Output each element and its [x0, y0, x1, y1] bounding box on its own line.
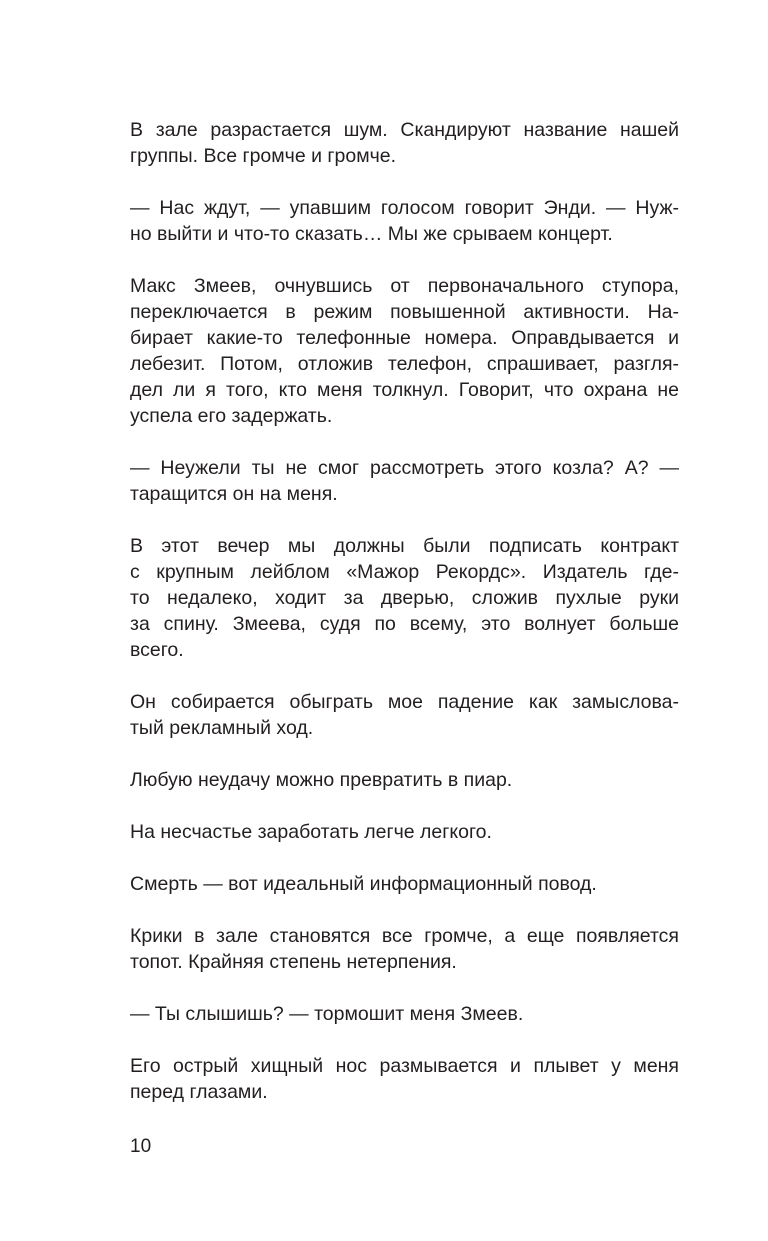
- paragraph-1: [130, 117, 679, 169]
- text-line: Крики в зале становятся все громче, а еще появляется: [130, 925, 679, 947]
- text-line: топот. Крайняя степень нетерпения.: [130, 951, 457, 973]
- paragraph-7: [130, 767, 679, 793]
- paragraph-2: [130, 195, 679, 247]
- page-number: 10: [130, 1136, 152, 1157]
- paragraph-9: [130, 871, 679, 897]
- text-line: В этот вечер мы должны были подписать контракт: [130, 535, 679, 557]
- book-page-text: [130, 117, 679, 1131]
- text-line: — Нас ждут, — упавшим голосом говорит Энди. — Нуж-: [130, 197, 679, 219]
- text-line: — Ты слышишь? — тормошит меня Змеев.: [130, 1003, 524, 1025]
- text-line: Любую неудачу можно превратить в пиар.: [130, 769, 513, 791]
- text-line: всего.: [130, 639, 184, 661]
- text-line: успела его задержать.: [130, 405, 333, 427]
- paragraph-6: [130, 689, 679, 741]
- text-line: лебезит. Потом, отложив телефон, спрашивает, разгля-: [130, 353, 679, 375]
- paragraph-4: [130, 455, 679, 507]
- paragraph-11: [130, 1001, 679, 1027]
- text-line: с крупным лейблом «Мажор Рекордс». Издатель где-: [130, 561, 679, 583]
- paragraph-8: [130, 819, 679, 845]
- paragraph-5: [130, 533, 679, 663]
- text-line: таращится он на меня.: [130, 483, 338, 505]
- text-line: дел ли я того, кто меня толкнул. Говорит, что охрана не: [130, 379, 679, 401]
- text-line: Макс Змеев, очнувшись от первоначального ступора,: [130, 275, 679, 297]
- text-line: то недалеко, ходит за дверью, сложив пухлые руки: [130, 587, 679, 609]
- text-line: группы. Все громче и громче.: [130, 145, 397, 167]
- paragraph-12: [130, 1053, 679, 1105]
- text-line: В зале разрастается шум. Скандируют название нашей: [130, 119, 679, 141]
- text-line: тый рекламный ход.: [130, 717, 314, 739]
- text-line: переключается в режим повышенной активности. На-: [130, 301, 679, 323]
- text-line: перед глазами.: [130, 1081, 268, 1103]
- paragraph-3: [130, 273, 679, 429]
- text-line: за спину. Змеева, судя по всему, это волнует больше: [130, 613, 679, 635]
- text-line: Смерть — вот идеальный информационный повод.: [130, 873, 597, 895]
- text-line: но выйти и что-то сказать… Мы же срываем концерт.: [130, 223, 613, 245]
- text-line: Он собирается обыграть мое падение как замыслова-: [130, 691, 679, 713]
- text-line: На несчастье заработать легче легкого.: [130, 821, 492, 843]
- text-line: бирает какие-то телефонные номера. Оправдывается и: [130, 327, 679, 349]
- text-line: Его острый хищный нос размывается и плывет у меня: [130, 1055, 679, 1077]
- text-line: — Неужели ты не смог рассмотреть этого козла? А? —: [130, 457, 679, 479]
- paragraph-10: [130, 923, 679, 975]
